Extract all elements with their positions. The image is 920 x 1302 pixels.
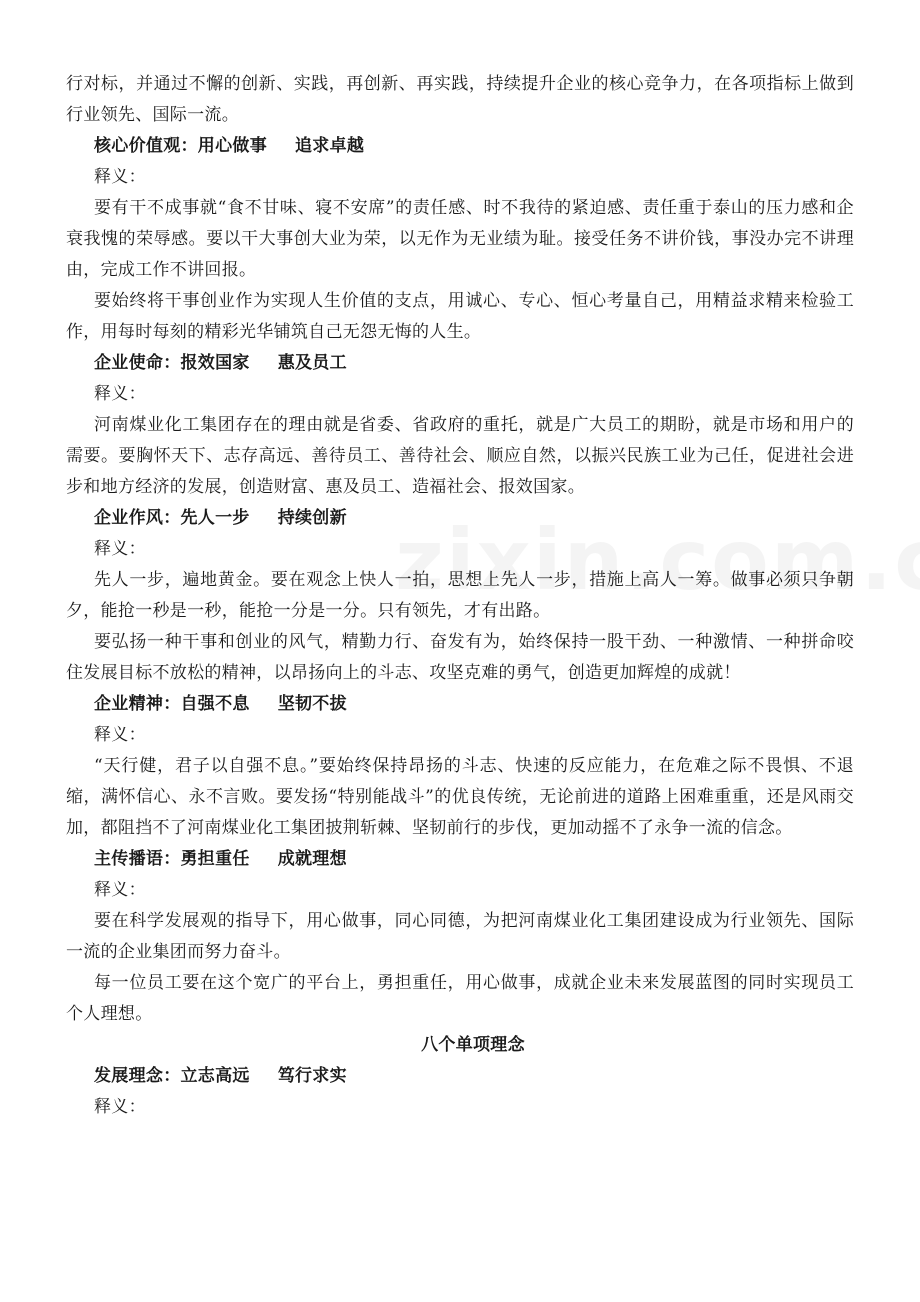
heading-right: 坚韧不拔	[277, 694, 347, 714]
paragraph: 要弘扬一种干事和创业的风气，精勤力行、奋发有为，始终保持一股干劲、一种激情、一种拼命咬住发展目标不放松的精神，以昂扬向上的斗志、攻坚克难的勇气，创造更加辉煌的成就！	[66, 632, 854, 683]
heading-right: 成就理想	[277, 849, 347, 869]
heading-left: 企业使命：报效国家	[94, 353, 250, 373]
paragraph: 要在科学发展观的指导下，用心做事，同心同德，为把河南煤业化工集团建设成为行业领先、国际一流的企业集团而努力奋斗。	[66, 911, 854, 962]
section-heading-mission	[94, 348, 854, 379]
section-heading-slogan	[94, 844, 854, 875]
heading-right: 持续创新	[277, 508, 347, 528]
paragraph: 每一位员工要在这个宽广的平台上，勇担重任，用心做事，成就企业未来发展蓝图的同时实现员工个人理想。	[66, 973, 854, 1024]
heading-left: 企业精神：自强不息	[94, 694, 250, 714]
paragraph: 要有干不成事就“食不甘味、寝不安席”的责任感、时不我待的紧迫感、责任重于泰山的压力感和企衰我愧的荣辱感。要以干大事创大业为荣，以无作为无业绩为耻。接受任务不讲价钱，事没办完不讲理由，完成工作不讲回报。	[66, 198, 854, 280]
paragraph: 先人一步，遍地黄金。要在观念上快人一拍，思想上先人一步，措施上高人一筹。做事必须只争朝夕，能抢一秒是一秒，能抢一分是一分。只有领先，才有出路。	[66, 570, 854, 621]
heading-right: 笃行求实	[277, 1066, 347, 1086]
paragraph: 河南煤业化工集团存在的理由就是省委、省政府的重托，就是广大员工的期盼，就是市场和用户的需要。要胸怀天下、志存高远、善待员工、善待社会、顺应自然，以振兴民族工业为己任，促进社会进步和地方经济的发展，创造财富、惠及员工、造福社会、报效国家。	[66, 415, 854, 497]
heading-left: 发展理念：立志高远	[94, 1066, 250, 1086]
definition-label: 释义：	[94, 1097, 146, 1117]
heading-right: 追求卓越	[295, 136, 365, 156]
paragraph: “天行健，君子以自强不息。”要始终保持昂扬的斗志、快速的反应能力，在危难之际不畏惧、不退缩，满怀信心、永不言败。要发扬“特别能战斗”的优良传统，无论前进的道路上困难重重，还是风雨交加，都阻挡不了河南煤业化工集团披荆斩棘、坚韧前行的步伐，更加动摇不了永争一流的信念。	[66, 756, 854, 838]
section-heading-style	[94, 503, 854, 534]
heading-right: 惠及员工	[277, 353, 347, 373]
paragraph: 要始终将干事创业作为实现人生价值的支点，用诚心、专心、恒心考量自己，用精益求精来检验工作，用每时每刻的精彩光华铺筑自己无怨无悔的人生。	[66, 291, 854, 342]
paragraph-continued: 行对标，并通过不懈的创新、实践，再创新、再实践，持续提升企业的核心竞争力，在各项指标上做到行业领先、国际一流。	[66, 74, 854, 125]
definition-label: 释义：	[94, 384, 146, 404]
heading-left: 主传播语：勇担重任	[94, 849, 250, 869]
heading-left: 核心价值观：用心做事	[94, 136, 267, 156]
definition-label: 释义：	[94, 880, 146, 900]
definition-label: 释义：	[94, 725, 146, 745]
section-heading-development	[94, 1061, 854, 1092]
centered-title: 八个单项理念	[421, 1035, 525, 1055]
section-heading-spirit	[94, 689, 854, 720]
definition-label: 释义：	[94, 539, 146, 559]
heading-left: 企业作风：先人一步	[94, 508, 250, 528]
definition-label: 释义：	[94, 167, 146, 187]
section-heading-core-values	[94, 131, 854, 162]
